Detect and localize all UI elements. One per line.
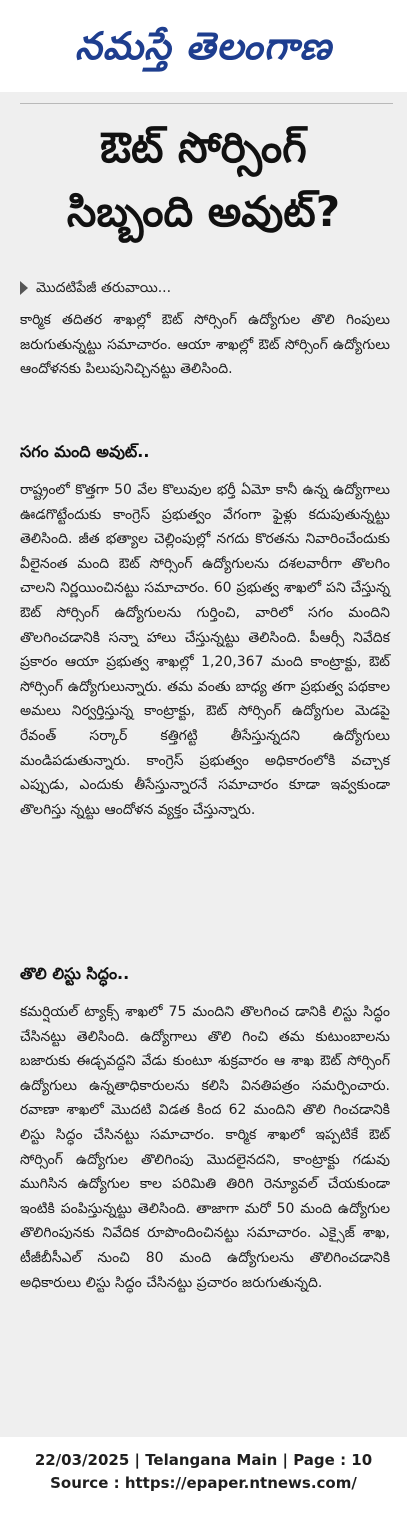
newspaper-masthead: నమస్తే తెలంగాణ	[0, 0, 407, 92]
headline-line-1: ఔట్ సోర్సింగ్	[100, 123, 307, 172]
divider-rule	[20, 103, 393, 104]
section-body-first-list: కమర్షియల్ ట్యాక్స్ శాఖలో 75 మందిని తొలగించ డానికి లిస్టు సిద్ధం చేసినట్టు తెలిసింది. ఉద్యోగాలు తొలి గించి తమ కుటుంబాలను బజారుకు ఈడ్చవద్దని వేడు కుంటూ శుక్రవారం ఆ శాఖ ఔట్ సోర్సింగ్ ఉద్యోగులు ఉన్నతాధికారులను కలిసి వినతిపత్రం సమర్పించారు. రవాణా శాఖలో మొదటి విడత కింద 62 మందిని తొలి గించడానికి లిస్టు సిద్ధం చేసినట్టు సమాచారం. కార్మిక శాఖలో ఇప్పటికే ఔట్ సోర్సింగ్ ఉద్యోగుల తొలిగింపు మొదలైనదని, కాంట్రాక్టు గడువు ముగిసిన ఉద్యోగుల కాల పరిమితి తిరిగి రెన్యూవల్ చేయకుండా ఇంటికి పంపిస్తున్నట్టు తెలిసింది. తాజాగా మరో 50 మంది ఉద్యోగుల తొలిగింపునకు నివేదిక రూపొందించినట్టు సమాచారం. ఎక్సైజ్ శాఖ, టీజీబీసీఎల్ నుంచి 80 మంది ఉద్యోగులను తొలిగించడానికి అధికారులు లిస్టు సిద్ధం చేసినట్టు ప్రచారం జరుగుతున్నది.	[20, 1004, 390, 1291]
section-body-half-out: రాష్ట్రంలో కొత్తగా 50 వేల కొలువుల భర్తీ ఏమో కానీ ఉన్న ఉద్యోగాలు ఊడగొట్టేందుకు కాంగ్రెస్ ప్రభుత్వం వేగంగా ఫైళ్లు కదుపుతున్నట్టు తెలిసింది. జీత భత్యాల చెల్లింపుల్లో నగదు కొరతను నివారించేందుకు వీలైనంత మంది ఔట్ సోర్సింగ్ ఉద్యోగులను దశలవారీగా తొలగిం చాలని నిర్ణయించినట్టు సమాచారం. 60 ప్రభుత్వ శాఖలో పని చేస్తున్న ఔట్ సోర్సింగ్ ఉద్యోగులను గుర్తించి, వారిలో సగం మందిని తొలగించడానికి సన్నా హాలు చేస్తున్నట్టు తెలిసింది. పీఆర్సీ నివేదిక ప్రకారం ఆయా ప్రభుత్వ శాఖల్లో 1,20,367 మంది కాంట్రాక్టు, ఔట్ సోర్సింగ్ ఉద్యోగులున్నారు. తమ వంతు బాధ్య తగా ప్రభుత్వ పథకాల అమలు నిర్వర్తిస్తున్న కాంట్రాక్టు, ఔట్ సోర్సింగ్ ఉద్యోగుల మెడపై రేవంత్ సర్కార్ కత్తిగట్టి తీసేస్తున్నదని ఉద్యోగులు మండిపడుతున్నారు. కాంగ్రెస్ ప్రభుత్వం అధికారంలోకి వచ్చాక ఎప్పుడు, ఎందుకు తీసేస్తున్నారనే సమాచారం కూడా ఇవ్వకుండా తొలగిస్తు న్నట్టు ఆందోళన వ్యక్తం చేస్తున్నారు.	[20, 482, 390, 818]
footer-source: Source : https://epaper.ntnews.com/	[50, 1474, 357, 1492]
headline-line-2: సిబ్బంది అవుట్?	[66, 187, 341, 236]
intro-paragraph: కార్మిక తదితర శాఖల్లో ఔట్ సోర్సింగ్ ఉద్యోగుల తొలి గింపులు జరుగుతున్నట్టు సమాచారం. ఆయా శాఖల్లో ఔట్ సోర్సింగ్ ఉద్యోగులు ఆందోళనకు పిలుపునిచ్చినట్టు తెలిసింది.	[20, 312, 390, 378]
section-heading-half-out: సగం మంది అవుట్..	[20, 442, 150, 461]
chevron-right-icon	[20, 281, 28, 295]
continued-from-front-page	[20, 280, 171, 299]
jump-note-text: మొదటిపేజీ తరువాయి...	[36, 280, 172, 296]
section-heading-first-list: తొలి లిస్టు సిద్ధం..	[20, 964, 130, 983]
footer-date-edition: 22/03/2025 | Telangana Main | Page : 10	[34, 1451, 373, 1469]
